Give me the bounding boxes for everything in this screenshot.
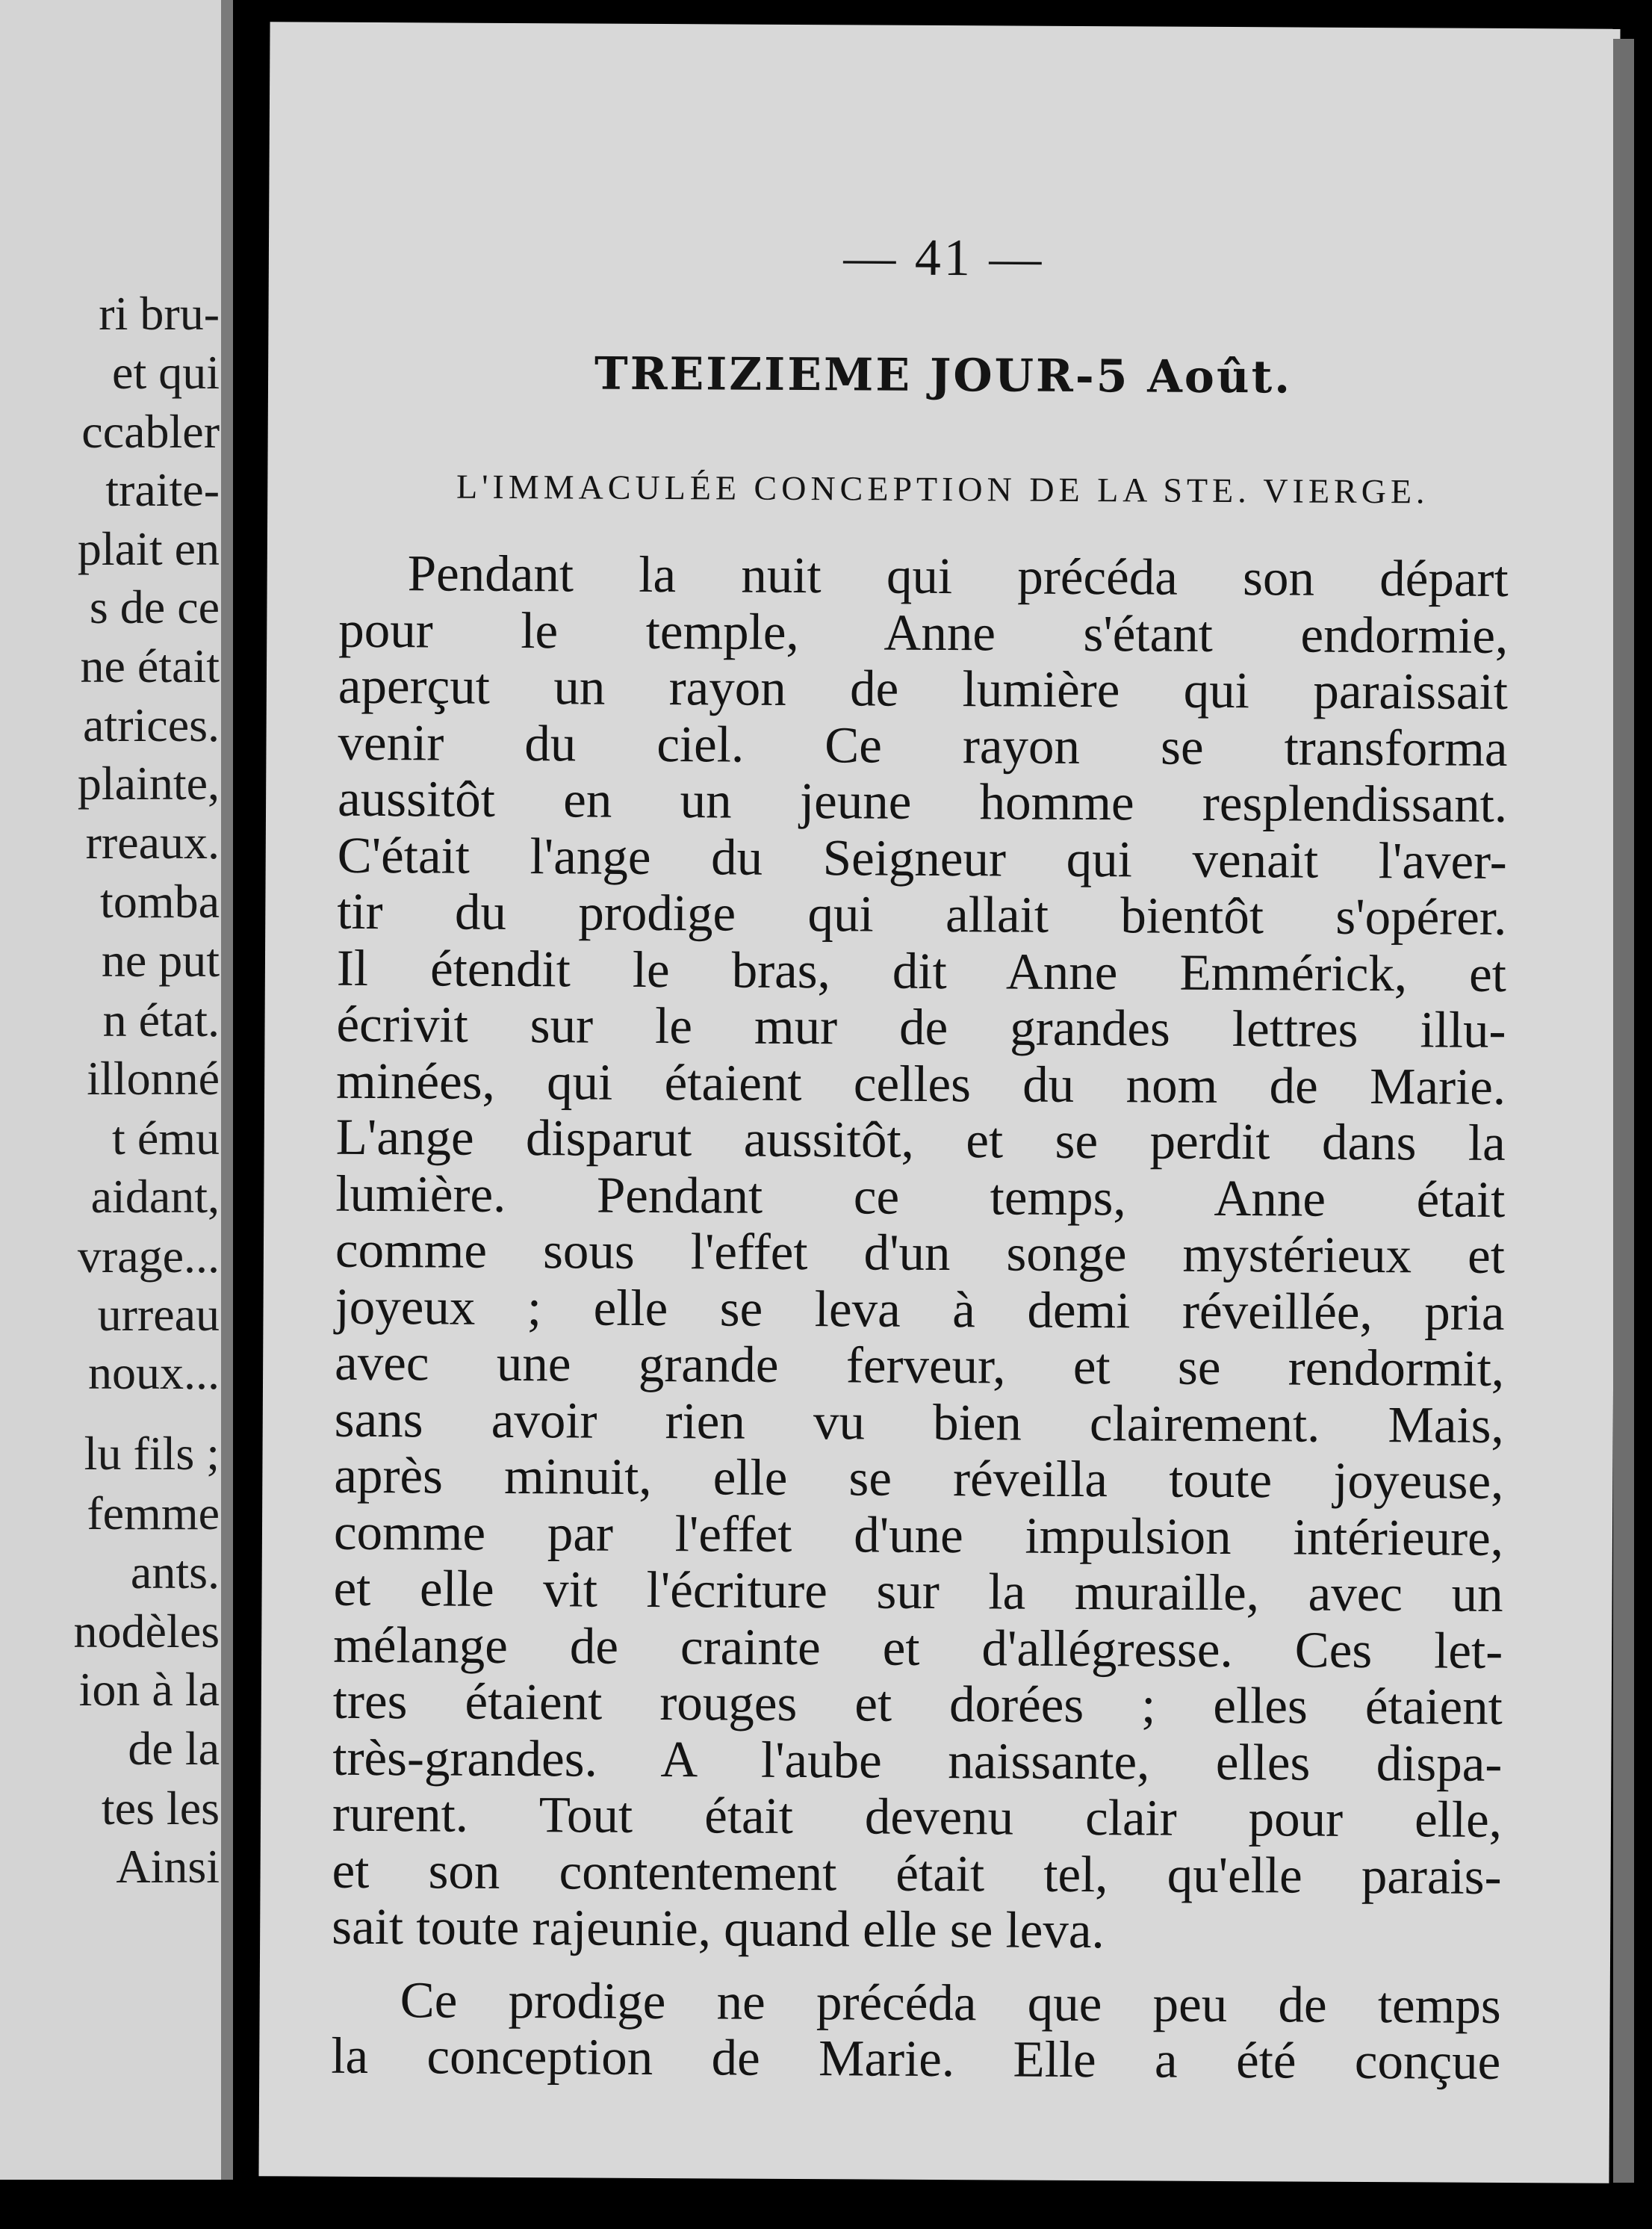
facing-page-line: plainte,	[77, 757, 220, 810]
chapter-subtitle: L'IMMACULÉE CONCEPTION DE LA STE. VIERGE.	[456, 467, 1429, 511]
facing-page-line: ne était	[80, 639, 220, 692]
paragraph-1-line: sait toute rajeunie, quand elle se leva.	[332, 1897, 1105, 1959]
facing-page-line: tes les	[101, 1782, 220, 1835]
facing-page-line: ion à la	[78, 1663, 220, 1716]
paragraph-1-line: après minuit, elle se réveilla toute joyeuse,	[334, 1446, 1504, 1510]
paragraph-1-line: mélange de crainte et d'allégresse. Ces let-	[332, 1616, 1503, 1679]
paragraph-2-line: Ce prodige ne précéda que peu de temps	[400, 1971, 1501, 2034]
paragraph-1-line: tres étaient rouges et dorées ; elles étaient	[332, 1672, 1503, 1735]
paragraph-1-line: venir du ciel. Ce rayon se transforma	[338, 713, 1508, 777]
book-page	[258, 22, 1620, 2183]
paragraph-1-line: aperçut un rayon de lumière qui paraissait	[338, 657, 1509, 720]
facing-page-line: nodèles	[73, 1605, 220, 1658]
facing-page-line: ne put	[101, 934, 220, 987]
paragraph-1-line: et son contentement était tel, qu'elle parais-	[332, 1841, 1502, 1905]
facing-page-line: ants.	[130, 1546, 220, 1599]
facing-page-line: urreau	[97, 1288, 220, 1341]
facing-page-line: rreaux.	[85, 816, 220, 869]
facing-page-line: et qui	[112, 346, 220, 399]
paragraph-1-line: aussitôt en un jeune homme resplendissant.	[337, 769, 1508, 833]
facing-page-line: t ému	[112, 1112, 220, 1165]
chapter-title: TREIZIEME JOUR-5 Août.	[594, 347, 1293, 404]
paragraph-1-line: très-grandes. A l'aube naissante, elles dispa-	[332, 1729, 1503, 1792]
paragraph-1-line: Il étendit le bras, dit Anne Emmérick, et	[336, 939, 1507, 1002]
paragraph-2-line: la conception de Marie. Elle a été conçue	[331, 2027, 1501, 2090]
facing-page-line: plait en	[77, 522, 220, 575]
facing-page-line: traite-	[105, 463, 220, 516]
paragraph-1-line: comme par l'effet d'une impulsion intérieure,	[333, 1503, 1504, 1566]
facing-page-line: ri bru-	[99, 287, 220, 340]
paragraph-1-line: tir du prodige qui allait bientôt s'opérer.	[337, 882, 1507, 946]
facing-page-line: n état.	[102, 993, 220, 1047]
facing-page-line: tomba	[100, 875, 220, 928]
paragraph-1-line: sans avoir rien vu bien clairement. Mais,	[334, 1390, 1504, 1454]
paragraph-1-line: lumière. Pendant ce temps, Anne était	[335, 1165, 1506, 1228]
facing-page-line: s de ce	[89, 580, 220, 633]
facing-page-line: vrage...	[77, 1230, 220, 1283]
facing-page-line: lu fils ;	[84, 1427, 220, 1480]
page-number: — 41 —	[843, 229, 1045, 288]
paragraph-1-line: rurent. Tout était devenu clair pour elle,	[332, 1785, 1503, 1848]
left-page-gutter	[221, 0, 233, 2180]
paragraph-1-line: joyeux ; elle se leva à demi réveillée, pria	[335, 1277, 1505, 1341]
paragraph-1-line: minées, qui étaient celles du nom de Marie.	[335, 1052, 1506, 1115]
facing-page-line: Ainsi	[116, 1840, 220, 1893]
paragraph-1-line: pour le temple, Anne s'étant endormie,	[338, 601, 1509, 664]
paragraph-1-line: écrivit sur le mur de grandes lettres illu-	[336, 995, 1506, 1058]
facing-page-line: aidant,	[90, 1170, 220, 1223]
facing-page-line: femme	[87, 1486, 220, 1540]
paragraph-1-line: avec une grande ferveur, et se rendormit,	[334, 1333, 1505, 1397]
paragraph-1-line: et elle vit l'écriture sur la muraille, avec un	[333, 1559, 1503, 1622]
paragraph-1-line: Pendant la nuit qui précéda son départ	[407, 545, 1509, 607]
paragraph-1-line: C'était l'ange du Seigneur qui venait l'aver-	[337, 826, 1507, 890]
facing-page-fragment	[0, 0, 230, 2180]
paragraph-1-line: L'ange disparut aussitôt, et se perdit dans la	[335, 1108, 1506, 1171]
facing-page-line: noux...	[88, 1346, 220, 1399]
facing-page-line: atrices.	[83, 698, 220, 751]
facing-page-line: ccabler	[81, 405, 220, 458]
facing-page-line: illonné	[87, 1052, 220, 1105]
facing-page-line: de la	[128, 1722, 220, 1775]
paragraph-1-line: comme sous l'effet d'un songe mystérieux et	[335, 1221, 1506, 1284]
body-text	[331, 545, 1509, 2091]
page-edge	[1613, 39, 1634, 2183]
